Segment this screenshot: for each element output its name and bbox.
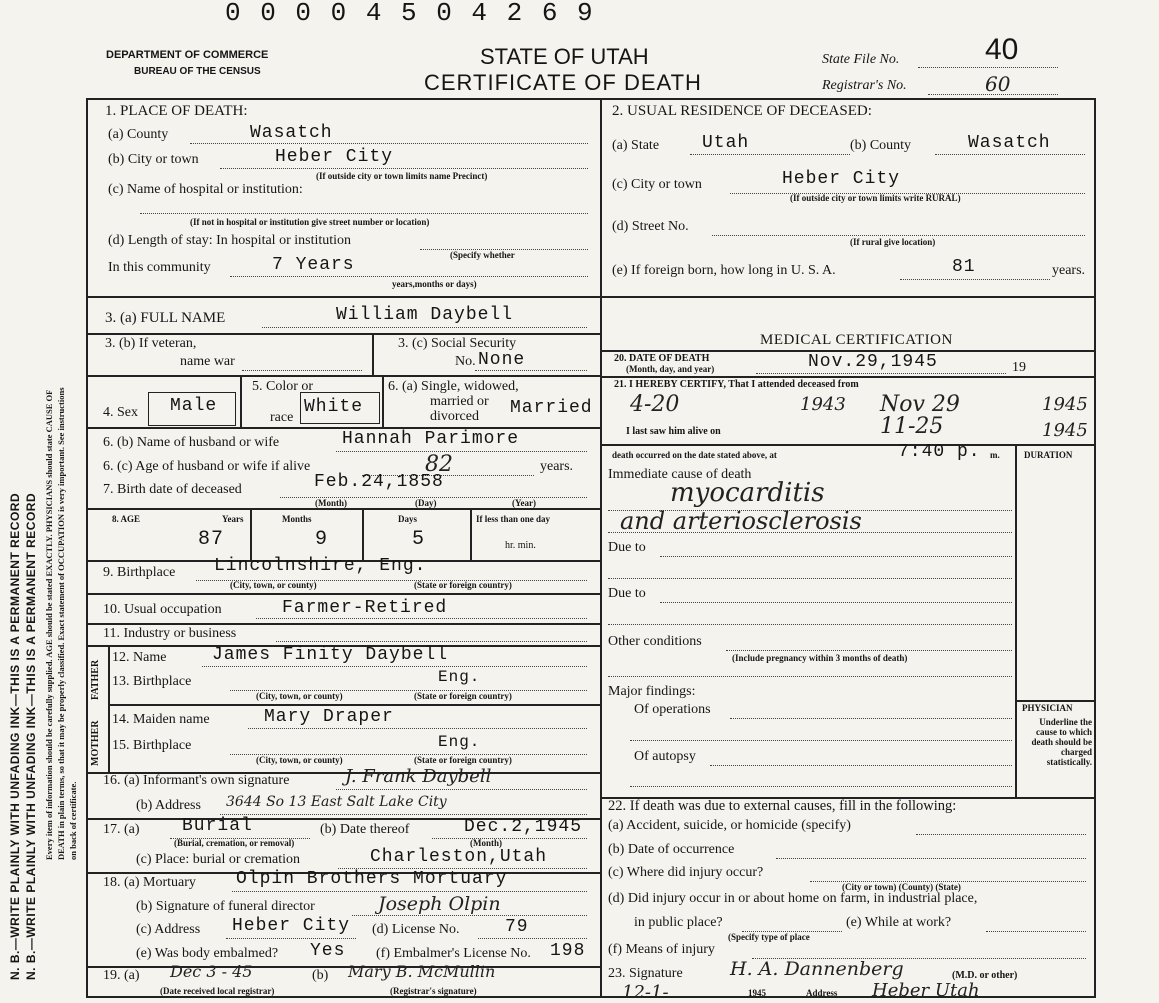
- res-state: Utah: [702, 133, 750, 153]
- city-note: (If outside city or town limits name Precinct): [316, 171, 488, 181]
- md-label: (M.D. or other): [952, 970, 1018, 981]
- community-label: In this community: [108, 260, 211, 275]
- mortuary: Olpin Brothers Mortuary: [236, 869, 508, 889]
- operations-label: Of operations: [634, 702, 711, 717]
- street-note: (If rural give location): [850, 237, 936, 247]
- work-label: (e) While at work?: [846, 915, 952, 930]
- age-years-head: Years: [222, 514, 244, 524]
- burial: Burial: [182, 816, 253, 836]
- race: White: [304, 397, 364, 417]
- full-name: William Daybell: [336, 305, 514, 325]
- other-label: Other conditions: [608, 634, 702, 649]
- war-label: name war: [180, 354, 235, 369]
- duration-head: DURATION: [1024, 450, 1073, 460]
- occurrence-label: (b) Date of occurrence: [608, 842, 735, 857]
- sex-label: 4. Sex: [103, 405, 138, 420]
- birth-day-note: (Day): [415, 498, 437, 508]
- signature-year: 1945: [748, 988, 766, 998]
- embalmed-label: (e) Was body embalmed?: [136, 946, 279, 961]
- birth-label: 7. Birth date of deceased: [103, 482, 242, 497]
- res-county: Wasatch: [968, 133, 1051, 153]
- department: DEPARTMENT OF COMMERCE: [106, 49, 269, 61]
- state-file-number: 40: [985, 33, 1019, 66]
- mort-address-label: (c) Address: [136, 922, 201, 937]
- attended-from-year: 1943: [800, 394, 846, 415]
- age-label: 8. AGE: [112, 514, 141, 524]
- res-city: Heber City: [782, 169, 901, 189]
- community-stay: 7 Years: [272, 255, 355, 275]
- marital-label-2: married or: [430, 394, 489, 409]
- spouse-age: 82: [425, 452, 453, 477]
- county-label: (a) County: [108, 127, 169, 142]
- spouse-years: years.: [540, 459, 574, 474]
- embalmer-license: 198: [550, 941, 586, 961]
- cause-1: myocarditis: [670, 478, 825, 508]
- death-city: Heber City: [275, 147, 394, 167]
- serial-number: 0 0 0 0 4 5 0 4 2 6 9: [225, 0, 595, 28]
- spouse-label: 6. (b) Name of husband or wife: [103, 435, 280, 450]
- last-saw-year: 1945: [1042, 420, 1088, 441]
- birthplace: Lincolnshire, Eng.: [214, 556, 427, 576]
- marital-label-3: divorced: [430, 409, 479, 424]
- place-heading: 1. PLACE OF DEATH:: [105, 103, 248, 119]
- father-bp-note-1: (City, town, or county): [256, 691, 343, 701]
- side-instructions-1: Every item of information should be carefully supplied. AGE should be stated EXACTLY. PHYSICIANS should state CAUSE OF: [44, 389, 54, 860]
- received-date: Dec 3 - 45: [170, 962, 253, 981]
- mother-bp-note-2: (State or foreign country): [414, 755, 512, 765]
- external-label: 22. If death was due to external causes, fill in the following:: [608, 798, 957, 814]
- death-date-note: (Month, day, and year): [626, 364, 715, 374]
- physician-signature: H. A. Dannenberg: [730, 958, 904, 980]
- license-no: 79: [505, 917, 529, 937]
- age-less-head: If less than one day: [476, 514, 551, 524]
- hospital-note: (If not in hospital or institution give street number or location): [190, 217, 430, 227]
- marital-status: Married: [510, 398, 593, 418]
- burial-place-label: (c) Place: burial or cremation: [136, 852, 301, 867]
- spouse-name: Hannah Parimore: [342, 429, 520, 449]
- burial-date-label: (b) Date thereof: [320, 822, 410, 837]
- side-note-1: N. B.—WRITE PLAINLY WITH UNFADING INK—THIS IS A PERMANENT RECORD: [8, 492, 22, 980]
- birth-date: Feb.24,1858: [314, 472, 444, 492]
- means-label: (f) Means of injury: [608, 942, 715, 957]
- age-years: 87: [198, 528, 225, 551]
- mortuary-address: Heber City: [232, 916, 351, 936]
- father-name-label: 12. Name: [112, 650, 167, 665]
- state-file-label: State File No.: [822, 52, 900, 67]
- physician-head: PHYSICIAN: [1022, 703, 1073, 713]
- bureau: BUREAU OF THE CENSUS: [134, 66, 261, 77]
- burial-date-note: (Month): [470, 838, 502, 848]
- ymd-note: years,months or days): [392, 279, 477, 289]
- signature-date: 12-1-: [622, 982, 669, 1003]
- registrar-number: 60: [985, 72, 1011, 96]
- age-days: 5: [412, 528, 426, 551]
- embalmed: Yes: [310, 941, 346, 961]
- mother-bp-note-1: (City, town, or county): [256, 755, 343, 765]
- emb-license-label: (f) Embalmer's License No.: [376, 946, 531, 961]
- burial-label: 17. (a): [103, 822, 140, 837]
- certify-label: 21. I HEREBY CERTIFY, That I attended deceased from: [614, 379, 859, 390]
- attended-from: 4-20: [630, 392, 680, 417]
- hr-min: hr. min.: [505, 540, 536, 551]
- side-instructions-3: on back of certificate.: [68, 781, 78, 860]
- veteran-label: 3. (b) If veteran,: [105, 336, 197, 351]
- burial-date: Dec.2,1945: [464, 817, 583, 837]
- state-title: STATE OF UTAH: [480, 44, 649, 69]
- address-label: (b) Address: [136, 798, 201, 813]
- other-note: (Include pregnancy within 3 months of death): [732, 653, 908, 663]
- informant-address: 3644 So 13 East Salt Lake City: [226, 794, 447, 810]
- death-19: 19: [1012, 360, 1026, 375]
- stay-label: (d) Length of stay: In hospital or institution: [108, 233, 352, 248]
- marital-label-1: 6. (a) Single, widowed,: [388, 379, 519, 394]
- registrar-no-label: Registrar's No.: [822, 78, 907, 93]
- due-to-2: Due to: [608, 586, 646, 601]
- registrar-sig-label: (b): [312, 968, 329, 983]
- birth-month-note: (Month): [315, 498, 347, 508]
- accident-label: (a) Accident, suicide, or homicide (specify): [608, 818, 851, 833]
- father-bp-label: 13. Birthplace: [112, 674, 192, 689]
- mother-label: MOTHER: [90, 720, 101, 766]
- director-signature: Joseph Olpin: [378, 893, 501, 915]
- received-note: (Date received local registrar): [160, 986, 275, 996]
- side-note-2: N. B.—WRITE PLAINLY WITH UNFADING INK—THIS IS A PERMANENT RECORD: [24, 492, 38, 980]
- physician-note: Underline the cause to which death should be charged statistically.: [1031, 717, 1092, 767]
- father-birthplace: Eng.: [438, 668, 481, 686]
- industry-label: 11. Industry or business: [103, 626, 237, 641]
- director-label: (b) Signature of funeral director: [136, 899, 315, 914]
- medical-heading: MEDICAL CERTIFICATION: [760, 332, 953, 348]
- bp-note-2: (State or foreign country): [414, 580, 512, 590]
- ssn-no-label: No.: [455, 354, 476, 369]
- spouse-age-label: 6. (c) Age of husband or wife if alive: [103, 459, 311, 474]
- res-county-label: (b) County: [850, 138, 912, 153]
- due-to-1: Due to: [608, 540, 646, 555]
- mother-name-label: 14. Maiden name: [112, 712, 210, 727]
- ssn-label: 3. (c) Social Security: [398, 336, 517, 351]
- registrar-signature: Mary B. McMullin: [348, 962, 496, 981]
- residence-heading: 2. USUAL RESIDENCE OF DECEASED:: [612, 103, 872, 119]
- death-date: Nov.29,1945: [808, 352, 938, 372]
- attended-to: Nov 29: [880, 392, 960, 417]
- death-time-suffix: m.: [990, 450, 1000, 460]
- certificate-title: CERTIFICATE OF DEATH: [424, 70, 702, 95]
- race-label: race: [270, 410, 294, 425]
- city-label: (b) City or town: [108, 152, 199, 167]
- where-note: (City or town) (County) (State): [842, 882, 961, 892]
- informant-signature: J. Frank Daybell: [345, 766, 492, 787]
- mother-birthplace: Eng.: [438, 733, 481, 751]
- specify-whether: (Specify whether: [450, 250, 515, 260]
- public-label: in public place?: [634, 915, 723, 930]
- sig-address-label: Address: [806, 988, 838, 998]
- years-suffix: years.: [1052, 263, 1086, 278]
- color-label: 5. Color or: [252, 379, 314, 394]
- attended-to-year: 1945: [1042, 394, 1088, 415]
- father-label: FATHER: [90, 659, 101, 700]
- physician-address: Heber Utah: [872, 980, 980, 1001]
- occupation: Farmer-Retired: [282, 598, 448, 618]
- birthplace-label: 9. Birthplace: [103, 565, 176, 580]
- social-security: None: [478, 350, 526, 370]
- where-label: (c) Where did injury occur?: [608, 865, 764, 880]
- burial-note: (Burial, cremation, or removal): [174, 838, 295, 848]
- burial-place: Charleston,Utah: [370, 847, 548, 867]
- age-months-head: Months: [282, 514, 312, 524]
- sex: Male: [170, 396, 218, 416]
- death-time: 7:40 p.: [898, 442, 981, 462]
- informant-label: 16. (a) Informant's own signature: [103, 773, 290, 788]
- signature-label: 23. Signature: [608, 966, 683, 981]
- received-label: 19. (a): [103, 968, 140, 983]
- license-label: (d) License No.: [372, 922, 460, 937]
- mortuary-label: 18. (a) Mortuary: [103, 875, 196, 890]
- mother-name: Mary Draper: [264, 707, 394, 727]
- res-city-note: (If outside city or town limits write RURAL): [790, 193, 961, 203]
- major-label: Major findings:: [608, 684, 696, 699]
- last-saw: 11-25: [880, 414, 944, 439]
- cause-2: and arteriosclerosis: [620, 507, 862, 535]
- mother-bp-label: 15. Birthplace: [112, 738, 192, 753]
- autopsy-label: Of autopsy: [634, 749, 696, 764]
- bp-note-1: (City, town, or county): [230, 580, 317, 590]
- street-label: (d) Street No.: [612, 219, 689, 234]
- full-name-label: 3. (a) FULL NAME: [105, 310, 226, 326]
- age-months: 9: [315, 528, 329, 551]
- specify-place: (Specify type of place: [728, 932, 810, 942]
- home-label: (d) Did injury occur in or about home on farm, in industrial place,: [608, 891, 978, 906]
- foreign-label: (e) If foreign born, how long in U. S. A.: [612, 263, 836, 278]
- immediate-label: Immediate cause of death: [608, 467, 752, 482]
- father-bp-note-2: (State or foreign country): [414, 691, 512, 701]
- hospital-label: (c) Name of hospital or institution:: [108, 182, 303, 197]
- occupation-label: 10. Usual occupation: [103, 602, 222, 617]
- last-saw-label: I last saw him alive on: [626, 426, 721, 437]
- birth-year-note: (Year): [512, 498, 536, 508]
- years-in-usa: 81: [952, 257, 976, 277]
- side-instructions-2: DEATH in plain terms, so that it may be properly classified. Exact statement of OCCUPATION is very important. See instructions: [56, 387, 66, 860]
- res-state-label: (a) State: [612, 138, 660, 153]
- age-days-head: Days: [398, 514, 418, 524]
- father-name: James Finity Daybell: [212, 645, 449, 665]
- death-date-label: 20. DATE OF DEATH: [614, 353, 710, 364]
- res-city-label: (c) City or town: [612, 177, 702, 192]
- registrar-sig-note: (Registrar's signature): [390, 986, 477, 996]
- occurred-label: death occurred on the date stated above, at: [612, 450, 777, 460]
- death-county: Wasatch: [250, 123, 333, 143]
